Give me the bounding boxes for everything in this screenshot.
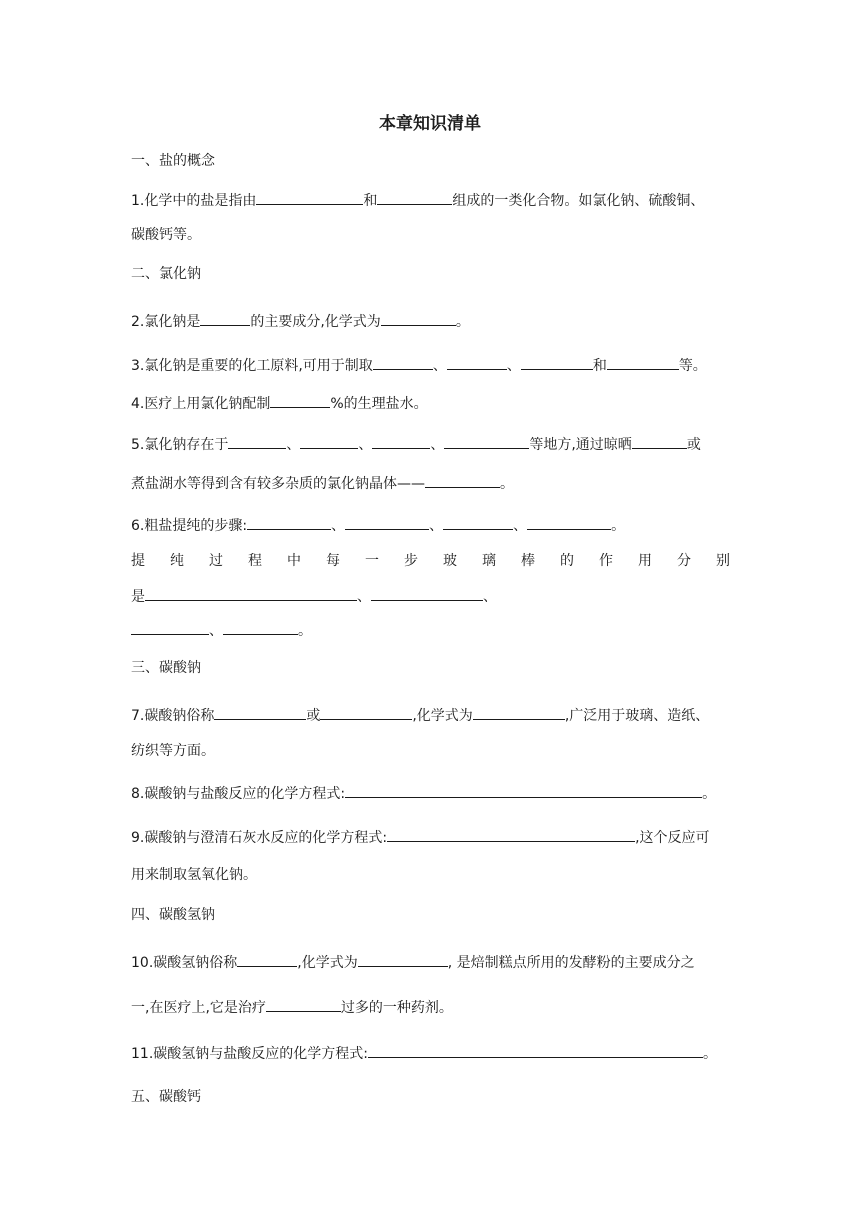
q6-cont-sep-2: 、 <box>483 589 497 605</box>
question-6-continued-2 <box>131 619 312 641</box>
q9-blank-1[interactable] <box>387 826 635 842</box>
q5-blank-3[interactable] <box>372 433 430 449</box>
q3-blank-1[interactable] <box>373 354 433 370</box>
q9-text-1: 9.碳酸钠与澄清石灰水反应的化学方程式: <box>131 830 388 846</box>
q3-sep-1: 、 <box>432 358 447 374</box>
q5-sep-1: 、 <box>286 437 301 453</box>
q7-text-1: 7.碳酸钠俗称 <box>131 708 215 724</box>
q6-blank-1[interactable] <box>247 514 331 530</box>
q1-blank-2[interactable] <box>377 189 452 205</box>
q5-sep-2: 、 <box>358 437 373 453</box>
q6-spread-char: 程 <box>248 553 262 569</box>
q6-cont2-end: 。 <box>298 623 312 639</box>
q6-spread-char: 纯 <box>170 553 184 569</box>
q7-blank-2[interactable] <box>320 704 412 720</box>
section-heading-salt-concept: 一、盐的概念 <box>131 153 215 169</box>
q1-text-3: 组成的一类化合物。如氯化钠、硫酸铜、 <box>452 193 705 209</box>
question-7 <box>131 704 709 726</box>
q6-sep-1: 、 <box>331 518 346 534</box>
q2-text-2: 的主要成分,化学式为 <box>250 314 381 330</box>
q9-text-2: ,这个反应可 <box>635 830 710 846</box>
question-9 <box>131 826 710 848</box>
q8-text-1: 8.碳酸钠与盐酸反应的化学方程式: <box>131 786 346 802</box>
q6-spread-char: 一 <box>365 553 379 569</box>
q4-text-1: 4.医疗上用氯化钠配制 <box>131 396 271 412</box>
question-2 <box>131 310 470 332</box>
q6-blank-2[interactable] <box>345 514 429 530</box>
q10-text-3: , 是焙制糕点所用的发酵粉的主要成分之 <box>447 955 695 971</box>
q6-blank-5[interactable] <box>145 585 357 601</box>
q7-text-3: ,化学式为 <box>412 708 473 724</box>
question-1 <box>131 189 704 211</box>
question-10 <box>131 951 695 973</box>
q3-sep-2: 、 <box>506 358 521 374</box>
document-title: 本章知识清单 <box>379 114 481 134</box>
q5-sep-3: 、 <box>430 437 445 453</box>
q7-blank-1[interactable] <box>214 704 306 720</box>
q7-text-2: 或 <box>306 708 321 724</box>
q2-text-3: 。 <box>455 314 470 330</box>
q3-blank-3[interactable] <box>521 354 593 370</box>
q5-blank-6[interactable] <box>425 472 500 488</box>
q6-blank-6[interactable] <box>371 585 483 601</box>
question-6-continued-1 <box>131 585 497 607</box>
section-heading-sodium-carbonate: 三、碳酸钠 <box>131 660 201 676</box>
q10-cont-text-1: 一,在医疗上,它是治疗 <box>131 1000 266 1016</box>
q3-text-1: 3.氯化钠是重要的化工原料,可用于制取 <box>131 358 373 374</box>
q4-blank-1[interactable] <box>270 392 330 408</box>
q5-text-1: 5.氯化钠存在于 <box>131 437 229 453</box>
q5-blank-5[interactable] <box>632 433 687 449</box>
question-3 <box>131 354 707 376</box>
q6-spread-char: 玻 <box>443 553 457 569</box>
q6-blank-3[interactable] <box>443 514 513 530</box>
section-heading-sodium-chloride: 二、氯化钠 <box>131 266 201 282</box>
q7-text-4: ,广泛用于玻璃、造纸、 <box>564 708 710 724</box>
q6-blank-4[interactable] <box>527 514 611 530</box>
q10-text-1: 10.碳酸氢钠俗称 <box>131 955 238 971</box>
q6-spread-char: 用 <box>638 553 652 569</box>
q4-text-2: %的生理盐水。 <box>330 396 428 412</box>
q6-spread-char: 的 <box>560 553 574 569</box>
q6-cont2-sep: 、 <box>209 623 223 639</box>
q10-blank-1[interactable] <box>237 951 297 967</box>
q6-spread-char: 分 <box>677 553 691 569</box>
q5-end: 。 <box>500 476 514 492</box>
q10-blank-2[interactable] <box>358 951 448 967</box>
question-4 <box>131 392 428 414</box>
q6-spread-char: 别 <box>716 553 730 569</box>
q11-text-1: 11.碳酸氢钠与盐酸反应的化学方程式: <box>131 1046 368 1062</box>
q1-text-1: 1.化学中的盐是指由 <box>131 193 257 209</box>
q6-spread-char: 璃 <box>482 553 496 569</box>
q2-blank-1[interactable] <box>200 310 250 326</box>
q5-cont-text: 煮盐湖水等得到含有较多杂质的氯化钠晶体—— <box>131 476 425 492</box>
q2-blank-2[interactable] <box>381 310 456 326</box>
q5-blank-2[interactable] <box>300 433 358 449</box>
q6-cont-text: 是 <box>131 589 145 605</box>
q11-end: 。 <box>702 1046 717 1062</box>
question-11 <box>131 1042 717 1064</box>
q5-blank-1[interactable] <box>228 433 286 449</box>
q6-spread-char: 每 <box>326 553 340 569</box>
q7-blank-3[interactable] <box>473 704 565 720</box>
q3-blank-4[interactable] <box>607 354 679 370</box>
q5-text-2: 等地方,通过晾晒 <box>529 437 632 453</box>
q6-spread-char: 作 <box>599 553 613 569</box>
q6-spread-char: 提 <box>131 553 145 569</box>
q6-cont-sep-1: 、 <box>357 589 371 605</box>
q6-spread-char: 中 <box>287 553 301 569</box>
question-9-continued: 用来制取氢氧化钠。 <box>131 867 257 883</box>
q5-blank-4[interactable] <box>444 433 529 449</box>
q6-sep-2: 、 <box>429 518 444 534</box>
q6-end: 。 <box>611 518 626 534</box>
q10-cont-text-2: 过多的一种药剂。 <box>340 1000 453 1016</box>
q6-spread-char: 步 <box>404 553 418 569</box>
section-heading-sodium-bicarbonate: 四、碳酸氢钠 <box>131 907 215 923</box>
q6-blank-7[interactable] <box>131 619 209 635</box>
q8-blank-1[interactable] <box>345 782 702 798</box>
q1-blank-1[interactable] <box>256 189 363 205</box>
question-7-continued: 纺织等方面。 <box>131 743 215 759</box>
q3-blank-2[interactable] <box>447 354 507 370</box>
question-5 <box>131 433 701 455</box>
q6-text-1: 6.粗盐提纯的步骤: <box>131 518 248 534</box>
q10-text-2: ,化学式为 <box>297 955 358 971</box>
q3-end: 等。 <box>678 358 707 374</box>
q6-blank-8[interactable] <box>223 619 298 635</box>
q2-text-1: 2.氯化钠是 <box>131 314 201 330</box>
q11-blank-1[interactable] <box>368 1042 703 1058</box>
q10-blank-3[interactable] <box>266 996 341 1012</box>
question-8 <box>131 782 716 804</box>
q6-sep-3: 、 <box>513 518 528 534</box>
question-6 <box>131 514 625 536</box>
section-heading-calcium-carbonate: 五、碳酸钙 <box>131 1089 201 1105</box>
q6-spread-char: 过 <box>209 553 223 569</box>
q8-end: 。 <box>702 786 717 802</box>
q3-and: 和 <box>592 358 607 374</box>
question-6-justified-line <box>131 551 730 571</box>
q1-text-2: 和 <box>363 193 378 209</box>
question-5-continued <box>131 472 514 494</box>
q6-spread-char: 棒 <box>521 553 535 569</box>
question-1-continued: 碳酸钙等。 <box>131 227 201 243</box>
question-10-continued <box>131 996 453 1018</box>
q5-text-3: 或 <box>686 437 701 453</box>
